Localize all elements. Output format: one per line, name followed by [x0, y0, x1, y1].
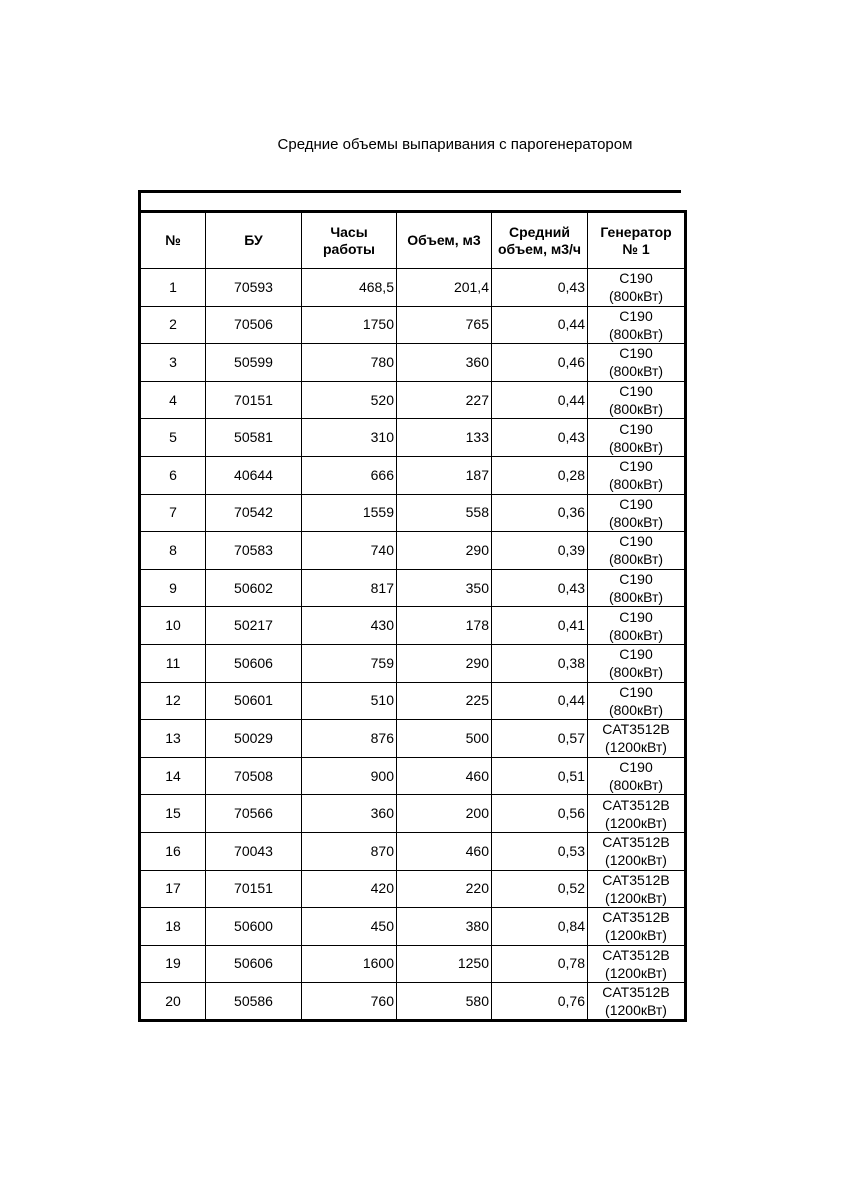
cell-hours: 420 — [302, 870, 397, 908]
cell-bu: 70151 — [206, 381, 302, 419]
cell-generator — [588, 795, 686, 833]
generator-power: (1200кВт) — [605, 739, 667, 756]
generator-model: C190 — [619, 420, 653, 437]
cell-volume: 558 — [397, 494, 492, 532]
cell-volume: 500 — [397, 720, 492, 758]
cell-bu: 50586 — [206, 983, 302, 1021]
generator-model: C190 — [619, 759, 653, 776]
table-row — [140, 795, 686, 833]
cell-volume: 178 — [397, 607, 492, 645]
cell-num: 16 — [140, 832, 206, 870]
table-row — [140, 344, 686, 382]
cell-hours: 760 — [302, 983, 397, 1021]
cell-bu: 50029 — [206, 720, 302, 758]
generator-model: C190 — [619, 345, 653, 362]
generator-model: C190 — [619, 683, 653, 700]
cell-volume: 460 — [397, 757, 492, 795]
generator-model: C190 — [619, 307, 653, 324]
cell-generator — [588, 569, 686, 607]
cell-bu: 70566 — [206, 795, 302, 833]
cell-num: 18 — [140, 908, 206, 946]
cell-volume: 187 — [397, 456, 492, 494]
cell-avg-volume: 0,41 — [492, 607, 588, 645]
generator-power: (800кВт) — [608, 513, 664, 530]
cell-hours: 430 — [302, 607, 397, 645]
cell-bu: 70508 — [206, 757, 302, 795]
cell-num: 7 — [140, 494, 206, 532]
cell-hours: 900 — [302, 757, 397, 795]
generator-model: C190 — [619, 571, 653, 588]
table-row — [140, 908, 686, 946]
header-generator: Генератор № 1 — [588, 212, 686, 269]
cell-avg-volume: 0,53 — [492, 832, 588, 870]
generator-power: (800кВт) — [608, 438, 664, 455]
generator-power: (800кВт) — [608, 551, 664, 568]
header-avg-volume: Средний объем, м3/ч — [492, 212, 588, 269]
cell-hours: 1600 — [302, 945, 397, 983]
cell-generator — [588, 908, 686, 946]
cell-bu: 70043 — [206, 832, 302, 870]
cell-bu: 50599 — [206, 344, 302, 382]
cell-avg-volume: 0,78 — [492, 945, 588, 983]
cell-generator — [588, 720, 686, 758]
page-title: Средние объемы выпаривания с парогенератором — [277, 136, 633, 153]
cell-generator — [588, 306, 686, 344]
cell-hours: 759 — [302, 644, 397, 682]
generator-model: C190 — [619, 458, 653, 475]
cell-avg-volume: 0,39 — [492, 532, 588, 570]
cell-volume: 200 — [397, 795, 492, 833]
cell-generator — [588, 983, 686, 1021]
generator-power: (800кВт) — [608, 589, 664, 606]
cell-num: 14 — [140, 757, 206, 795]
cell-avg-volume: 0,44 — [492, 306, 588, 344]
cell-volume: 580 — [397, 983, 492, 1021]
generator-power: (1200кВт) — [605, 927, 667, 944]
table-top-band — [138, 190, 681, 210]
cell-generator — [588, 870, 686, 908]
generator-model: CAT3512B — [602, 946, 670, 963]
cell-avg-volume: 0,44 — [492, 682, 588, 720]
cell-generator — [588, 494, 686, 532]
generator-power: (1200кВт) — [605, 889, 667, 906]
table-row — [140, 644, 686, 682]
generator-power: (800кВт) — [608, 288, 664, 305]
cell-hours: 870 — [302, 832, 397, 870]
table-row — [140, 757, 686, 795]
cell-bu: 70583 — [206, 532, 302, 570]
cell-hours: 1559 — [302, 494, 397, 532]
cell-bu: 70506 — [206, 306, 302, 344]
cell-avg-volume: 0,46 — [492, 344, 588, 382]
cell-num: 6 — [140, 456, 206, 494]
cell-hours: 520 — [302, 381, 397, 419]
cell-num: 15 — [140, 795, 206, 833]
table-body — [140, 269, 686, 1021]
table-row — [140, 269, 686, 307]
cell-bu: 70542 — [206, 494, 302, 532]
cell-hours: 510 — [302, 682, 397, 720]
cell-volume: 225 — [397, 682, 492, 720]
cell-volume: 290 — [397, 644, 492, 682]
cell-num: 8 — [140, 532, 206, 570]
generator-power: (1200кВт) — [605, 814, 667, 831]
generator-power: (800кВт) — [608, 626, 664, 643]
cell-volume: 460 — [397, 832, 492, 870]
table-header-row — [140, 212, 686, 269]
cell-bu: 70151 — [206, 870, 302, 908]
cell-num: 5 — [140, 419, 206, 457]
generator-model: C190 — [619, 383, 653, 400]
table-row — [140, 682, 686, 720]
cell-avg-volume: 0,57 — [492, 720, 588, 758]
table-row — [140, 945, 686, 983]
cell-bu: 50601 — [206, 682, 302, 720]
cell-bu: 50606 — [206, 945, 302, 983]
table-row — [140, 607, 686, 645]
generator-power: (800кВт) — [608, 664, 664, 681]
cell-generator — [588, 456, 686, 494]
generator-power: (1200кВт) — [605, 964, 667, 981]
cell-num: 19 — [140, 945, 206, 983]
cell-num: 12 — [140, 682, 206, 720]
cell-avg-volume: 0,44 — [492, 381, 588, 419]
table-row — [140, 381, 686, 419]
cell-volume: 765 — [397, 306, 492, 344]
cell-num: 11 — [140, 644, 206, 682]
evaporation-table-container — [138, 190, 687, 1022]
cell-volume: 1250 — [397, 945, 492, 983]
generator-model: C190 — [619, 533, 653, 550]
cell-bu: 50581 — [206, 419, 302, 457]
cell-generator — [588, 419, 686, 457]
cell-generator — [588, 832, 686, 870]
cell-volume: 290 — [397, 532, 492, 570]
cell-generator — [588, 757, 686, 795]
generator-model: CAT3512B — [602, 909, 670, 926]
cell-generator — [588, 269, 686, 307]
cell-generator — [588, 381, 686, 419]
cell-avg-volume: 0,51 — [492, 757, 588, 795]
cell-bu: 50606 — [206, 644, 302, 682]
cell-generator — [588, 344, 686, 382]
cell-volume: 133 — [397, 419, 492, 457]
generator-model: CAT3512B — [602, 984, 670, 1001]
table-row — [140, 419, 686, 457]
generator-power: (800кВт) — [608, 363, 664, 380]
cell-hours: 876 — [302, 720, 397, 758]
evaporation-table — [138, 210, 687, 1022]
cell-num: 10 — [140, 607, 206, 645]
table-row — [140, 569, 686, 607]
cell-bu: 50602 — [206, 569, 302, 607]
cell-avg-volume: 0,52 — [492, 870, 588, 908]
cell-num: 17 — [140, 870, 206, 908]
cell-hours: 740 — [302, 532, 397, 570]
cell-hours: 666 — [302, 456, 397, 494]
cell-avg-volume: 0,76 — [492, 983, 588, 1021]
cell-num: 9 — [140, 569, 206, 607]
generator-power: (800кВт) — [608, 401, 664, 418]
table-row — [140, 306, 686, 344]
cell-volume: 380 — [397, 908, 492, 946]
cell-hours: 310 — [302, 419, 397, 457]
cell-avg-volume: 0,43 — [492, 419, 588, 457]
generator-power: (1200кВт) — [605, 852, 667, 869]
header-bu: БУ — [206, 212, 302, 269]
generator-power: (800кВт) — [608, 325, 664, 342]
cell-generator — [588, 532, 686, 570]
cell-avg-volume: 0,43 — [492, 269, 588, 307]
cell-num: 4 — [140, 381, 206, 419]
cell-bu: 70593 — [206, 269, 302, 307]
generator-power: (800кВт) — [608, 777, 664, 794]
cell-avg-volume: 0,38 — [492, 644, 588, 682]
cell-avg-volume: 0,56 — [492, 795, 588, 833]
cell-bu: 50217 — [206, 607, 302, 645]
cell-volume: 350 — [397, 569, 492, 607]
cell-volume: 227 — [397, 381, 492, 419]
cell-hours: 360 — [302, 795, 397, 833]
generator-power: (1200кВт) — [605, 1002, 667, 1019]
cell-generator — [588, 607, 686, 645]
generator-model: C190 — [619, 646, 653, 663]
generator-model: C190 — [619, 608, 653, 625]
cell-volume: 220 — [397, 870, 492, 908]
cell-num: 2 — [140, 306, 206, 344]
cell-hours: 780 — [302, 344, 397, 382]
table-row — [140, 983, 686, 1021]
cell-volume: 360 — [397, 344, 492, 382]
generator-power: (800кВт) — [608, 476, 664, 493]
table-row — [140, 456, 686, 494]
header-volume: Объем, м3 — [397, 212, 492, 269]
cell-num: 20 — [140, 983, 206, 1021]
table-row — [140, 832, 686, 870]
cell-generator — [588, 644, 686, 682]
cell-avg-volume: 0,36 — [492, 494, 588, 532]
header-hours: Часы работы — [302, 212, 397, 269]
cell-num: 1 — [140, 269, 206, 307]
generator-model: C190 — [619, 270, 653, 287]
table-row — [140, 870, 686, 908]
generator-model: CAT3512B — [602, 721, 670, 738]
cell-hours: 468,5 — [302, 269, 397, 307]
cell-hours: 817 — [302, 569, 397, 607]
cell-hours: 1750 — [302, 306, 397, 344]
cell-num: 13 — [140, 720, 206, 758]
cell-num: 3 — [140, 344, 206, 382]
cell-avg-volume: 0,84 — [492, 908, 588, 946]
cell-avg-volume: 0,28 — [492, 456, 588, 494]
table-row — [140, 532, 686, 570]
cell-avg-volume: 0,43 — [492, 569, 588, 607]
cell-generator — [588, 945, 686, 983]
table-row — [140, 720, 686, 758]
table-row — [140, 494, 686, 532]
cell-hours: 450 — [302, 908, 397, 946]
generator-model: C190 — [619, 495, 653, 512]
cell-generator — [588, 682, 686, 720]
generator-power: (800кВт) — [608, 701, 664, 718]
generator-model: CAT3512B — [602, 834, 670, 851]
cell-volume: 201,4 — [397, 269, 492, 307]
generator-model: CAT3512B — [602, 871, 670, 888]
header-num: № — [140, 212, 206, 269]
cell-bu: 50600 — [206, 908, 302, 946]
cell-bu: 40644 — [206, 456, 302, 494]
generator-model: CAT3512B — [602, 796, 670, 813]
